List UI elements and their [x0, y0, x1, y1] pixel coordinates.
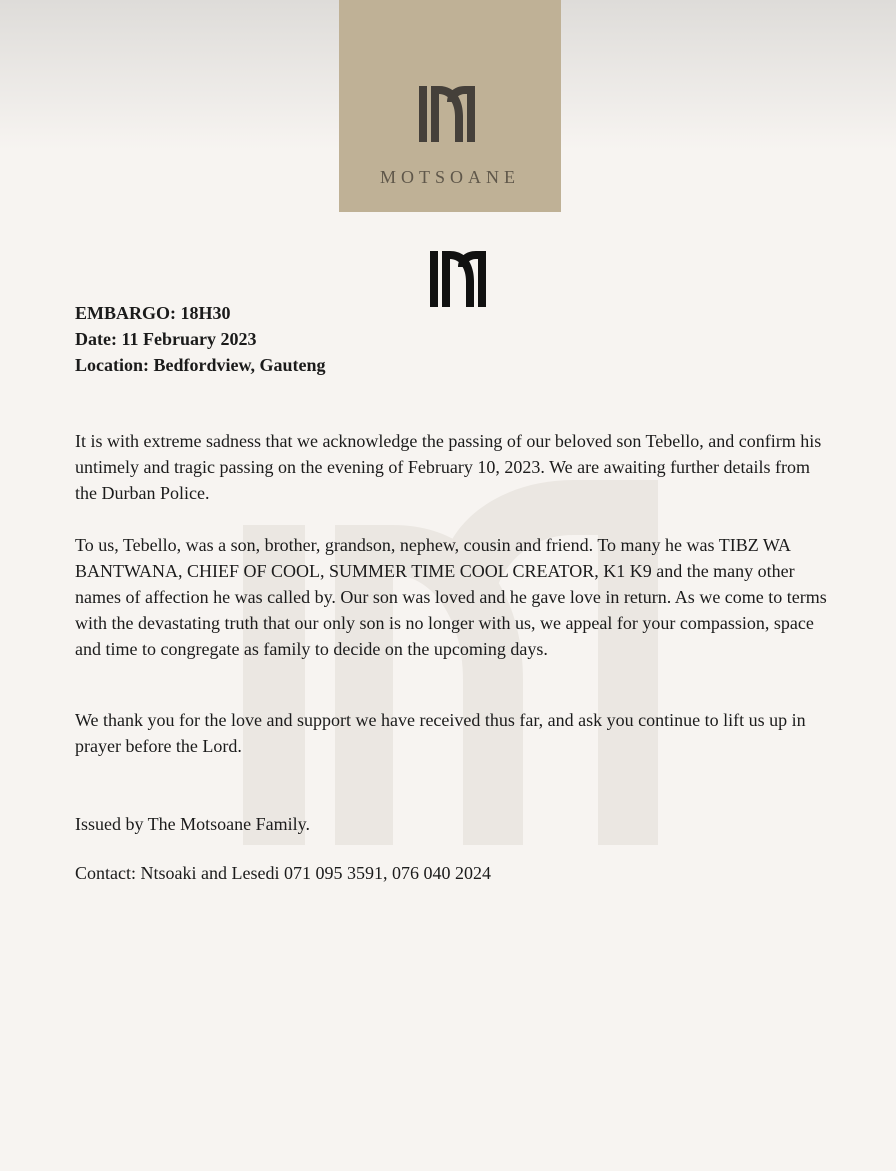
embargo-line: EMBARGO: 18H30 — [75, 303, 231, 323]
issued-by: Issued by The Motsoane Family. — [75, 814, 310, 834]
location-line: Location: Bedfordview, Gauteng — [75, 355, 326, 375]
brand-banner — [339, 0, 561, 212]
release-meta — [75, 300, 326, 378]
paragraph-thanks: We thank you for the love and support we have received thus far, and ask you continue to lift us up in prayer before the Lord. — [75, 710, 806, 756]
date-line: Date: 11 February 2023 — [75, 329, 257, 349]
paragraph-tribute: To us, Tebello, was a son, brother, grandson, nephew, cousin and friend. To many he was TIBZ WA BANTWANA, CHIEF OF COOL, SUMMER TIME COOL CREATOR, K1 K9 and the many other names of affection he was called by. Our son was loved and he gave love in return. As we come to terms with the devastating truth that our only son is no longer with us, we appeal for your compassion, space and time to congregate as family to decide on the upcoming days. — [75, 535, 827, 659]
motsoane-logo-icon — [428, 247, 492, 311]
motsoane-logo-icon — [417, 82, 481, 146]
brand-wordmark: MOTSOANE — [379, 167, 520, 187]
contact-line: Contact: Ntsoaki and Lesedi 071 095 3591, 076 040 2024 — [75, 863, 491, 883]
paragraph-announcement: It is with extreme sadness that we acknowledge the passing of our beloved son Tebello, and confirm his untimely and tragic passing on the evening of February 10, 2023. We are awaiting further details from the Durban Police. — [75, 431, 822, 503]
